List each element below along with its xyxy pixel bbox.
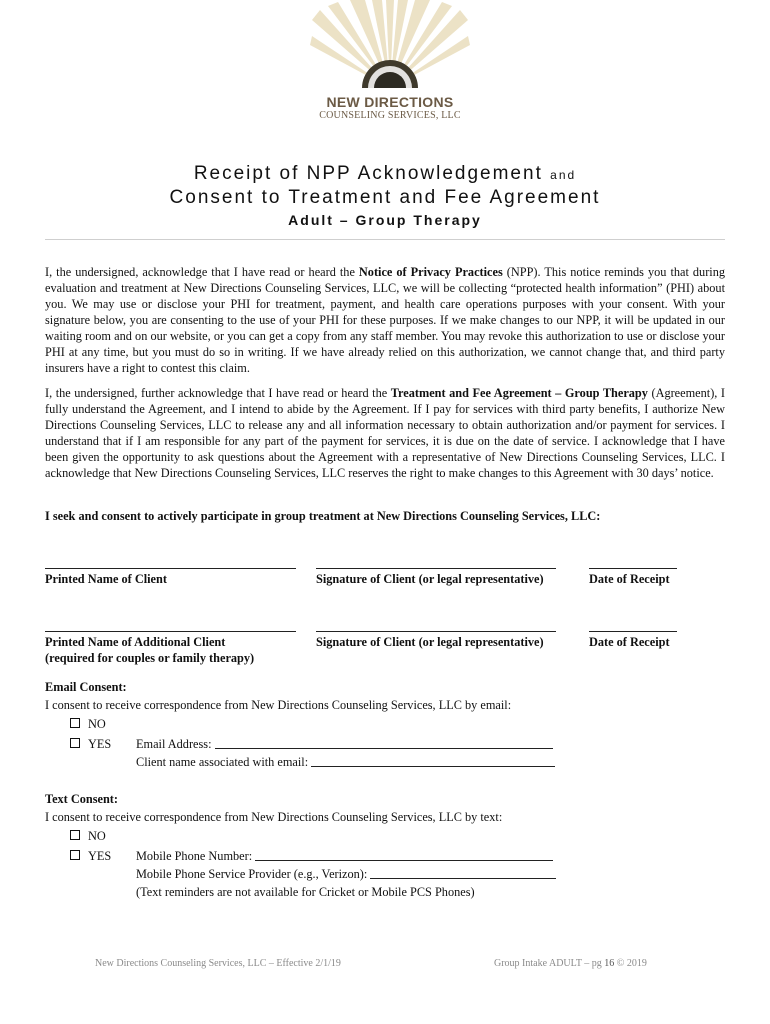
additional-client-date-label: Date of Receipt	[589, 635, 670, 649]
text-no-option[interactable]: NO	[70, 828, 106, 844]
client-name-label: Printed Name of Client	[45, 572, 167, 586]
email-yes-option[interactable]: YES	[70, 736, 111, 752]
title-and: and	[550, 168, 577, 182]
npp-bold: Notice of Privacy Practices	[358, 265, 503, 279]
email-no-option[interactable]: NO	[70, 716, 106, 732]
title-divider	[45, 239, 725, 240]
npp-paragraph: I, the undersigned, acknowledge that I have read or heard the Notice of Privacy Practices (NPP). This notice reminds you that during evaluation and treatment at New Directions Counseling Services, LLC, we will be collecting “protected health information” (PHI) about you. We may use or disclose your PHI for treatment, payment, and health care operations purposes with your consent. With your signature below, you are consenting to the use of your PHI for these purposes. If we make changes to our NPP, it will be updated in our waiting room and on our website, or you can get a copy from any staff member. You may revoke this authorization to use or disclose your PHI at any time, but you must do so in writing. If we have already relied on this authorization, we cannot change that, and third party insurers have a right to contest this claim.	[45, 265, 726, 375]
text-no-checkbox[interactable]	[70, 830, 80, 840]
text-yes-checkbox[interactable]	[70, 850, 80, 860]
additional-client-name-line[interactable]	[45, 631, 296, 632]
logo-name: NEW DIRECTIONS	[326, 94, 454, 110]
additional-client-date-line[interactable]	[589, 631, 677, 632]
email-no-checkbox[interactable]	[70, 718, 80, 728]
text-reminder-note: (Text reminders are not available for Cricket or Mobile PCS Phones)	[136, 885, 475, 899]
logo-subname: COUNSELING SERVICES, LLC	[319, 110, 461, 121]
additional-client-signature-line[interactable]	[316, 631, 556, 632]
text-yes-option[interactable]: YES	[70, 848, 111, 864]
title-main: Receipt of NPP Acknowledgement	[193, 163, 543, 184]
client-signature-line[interactable]	[316, 568, 556, 569]
email-yes-checkbox[interactable]	[70, 738, 80, 748]
additional-client-name-label: Printed Name of Additional Client	[45, 635, 226, 649]
email-consent-heading: Email Consent:	[45, 680, 127, 694]
mobile-phone-field[interactable]: Mobile Phone Number:	[136, 848, 553, 864]
sunburst-logo-icon	[310, 0, 470, 95]
text-consent-intro: I consent to receive correspondence from New Directions Counseling Services, LLC by text:	[45, 810, 503, 824]
client-name-line[interactable]	[45, 568, 296, 569]
agreement-paragraph: I, the undersigned, further acknowledge that I have read or heard the Treatment and Fee Agreement – Group Therapy (Agreement), I fully understand the Agreement, and I intend to abide by the Agreement. If I pay for services with third party benefits, I authorize New Directions Counseling Services, LLC to release any and all information necessary to obtain authorization and/or payment for services. I understand that if I am responsible for any part of the payment for services, it is due on the date of service. I acknowledge that I have been given the opportunity to ask questions about the Agreement with a representative of New Directions Counseling Services, LLC. I acknowledge that New Directions Counseling Services, LLC reserves the right to make changes to this Agreement with 30 days’ notice.	[45, 386, 726, 480]
email-consent-intro: I consent to receive correspondence from New Directions Counseling Services, LLC by email:	[45, 698, 512, 712]
additional-client-signature-label: Signature of Client (or legal representative)	[316, 635, 544, 649]
client-signature-label: Signature of Client (or legal representative)	[316, 572, 544, 586]
additional-client-note: (required for couples or family therapy)	[45, 651, 255, 665]
email-address-field[interactable]: Email Address:	[136, 736, 553, 752]
client-date-line[interactable]	[589, 568, 677, 569]
text-consent-heading: Text Consent:	[45, 792, 118, 806]
doc-title-line2: Consent to Treatment and Fee Agreement	[169, 187, 601, 208]
doc-subtitle: Adult – Group Therapy	[288, 212, 482, 228]
client-date-label: Date of Receipt	[589, 572, 670, 586]
email-client-name-field[interactable]: Client name associated with email:	[136, 754, 555, 770]
company-logo	[290, 0, 490, 130]
agreement-bold: Treatment and Fee Agreement – Group Therapy	[390, 386, 648, 400]
phone-provider-field[interactable]: Mobile Phone Service Provider (e.g., Verizon):	[136, 866, 556, 882]
page-number: 16	[604, 958, 615, 969]
doc-title-line1	[0, 163, 770, 185]
consent-statement: I seek and consent to actively participate in group treatment at New Directions Counseling Services, LLC:	[45, 509, 601, 523]
footer-left: New Directions Counseling Services, LLC – Effective 2/1/19	[95, 958, 341, 969]
footer-right: Group Intake ADULT – pg 16 © 2019	[494, 958, 647, 969]
